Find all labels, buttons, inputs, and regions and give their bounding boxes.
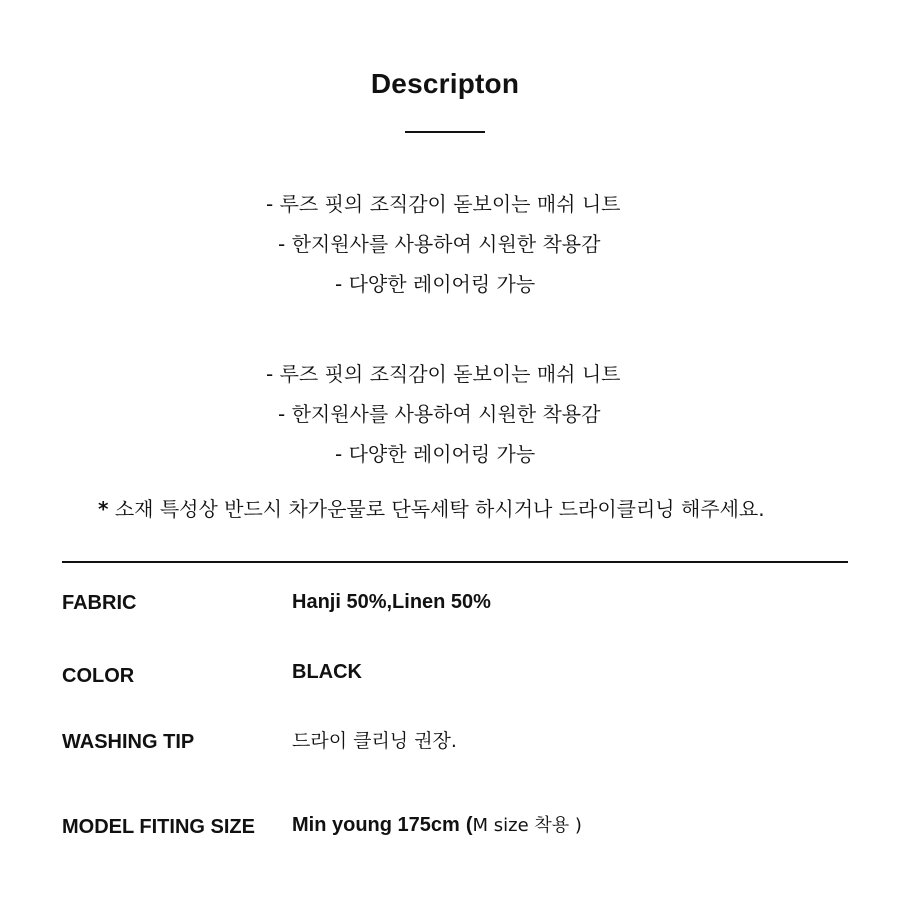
care-notice [98,496,765,522]
notice-text: 소재 특성상 반드시 차가운물로 단독세탁 하시거나 드라이클리닝 해주세요. [114,497,765,521]
spec-model-value [292,813,582,838]
description-line: - 다양한 레이어링 가능 [335,442,536,466]
description-line: - 다양한 레이어링 가능 [335,272,536,296]
spec-fabric-label: FABRIC [62,592,137,614]
description-line: - 한지원사를 사용하여 시원한 착용감 [278,402,601,426]
spec-color-value: BLACK [292,661,362,683]
title-underline [405,131,485,133]
spec-color-label: COLOR [62,665,135,687]
model-height: Min young 175cm [292,814,460,836]
page-title: Descripton [370,68,520,99]
description-line: - 루즈 핏의 조직감이 돋보이는 매쉬 니트 [266,192,621,216]
spec-model-label: MODEL FITING SIZE [62,816,255,838]
description-line: - 한지원사를 사용하여 시원한 착용감 [278,232,601,256]
notice-asterisk: * [98,497,109,521]
model-size-open-paren: ( [465,814,473,836]
description-line: - 루즈 핏의 조직감이 돋보이는 매쉬 니트 [266,362,621,386]
model-size-detail: M size 착용 ) [472,815,582,836]
spec-washing-label: WASHING TIP [62,731,195,753]
spec-washing-value: 드라이 클리닝 권장. [292,730,457,752]
section-divider [62,561,848,563]
spec-fabric-value: Hanji 50%,Linen 50% [292,591,491,613]
